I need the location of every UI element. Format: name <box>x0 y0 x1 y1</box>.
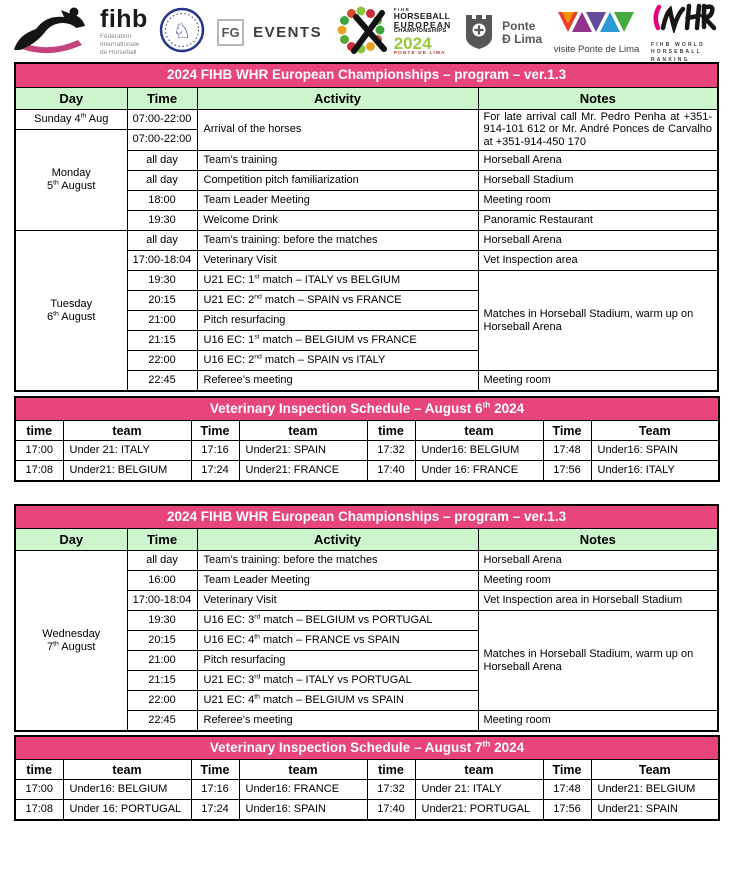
time-cell: all day <box>127 551 197 571</box>
time-cell: 20:15 <box>127 291 197 311</box>
time-cell: 17:16 <box>191 780 239 800</box>
column-header: Team <box>591 760 719 780</box>
activity-cell: Veterinary Visit <box>197 591 478 611</box>
activity-cell: Pitch resurfacing <box>197 311 478 331</box>
time-cell: 19:30 <box>127 271 197 291</box>
notes-cell: Matches in Horseball Stadium, warm up on Horseball Arena <box>478 611 718 711</box>
whr-monogram-icon <box>651 1 717 38</box>
program-header-row <box>15 529 718 551</box>
vet-table-1 <box>14 396 720 482</box>
column-header: Notes <box>478 529 718 551</box>
notes-cell: Vet Inspection area in Horseball Stadium <box>478 591 718 611</box>
column-header: Activity <box>197 529 478 551</box>
fihb-logo <box>8 5 148 60</box>
program-table-1 <box>14 62 719 392</box>
time-cell: 16:00 <box>127 571 197 591</box>
column-header: team <box>63 760 191 780</box>
notes-cell: Horseball Arena <box>478 151 718 171</box>
time-cell: 17:00 <box>15 441 63 461</box>
activity-cell: U21 EC: 4th match – BELGIUM vs SPAIN <box>197 691 478 711</box>
column-header: Time <box>191 760 239 780</box>
time-cell: 22:00 <box>127 691 197 711</box>
day-cell: Sunday 4th Aug <box>15 109 127 129</box>
time-cell: 20:15 <box>127 631 197 651</box>
vet-row <box>15 800 719 820</box>
column-header: team <box>415 760 543 780</box>
column-header: time <box>367 421 415 441</box>
vet-title: Veterinary Inspection Schedule – August 6th 2024 <box>15 397 719 421</box>
visite-ponte-de-lima-logo <box>554 10 640 55</box>
program-row <box>15 551 718 571</box>
activity-cell: U16 EC: 3rd match – BELGIUM vs PORTUGAL <box>197 611 478 631</box>
time-cell: 19:30 <box>127 211 197 231</box>
column-header: team <box>239 760 367 780</box>
program-header-row <box>15 87 718 109</box>
time-cell: 17:48 <box>543 441 591 461</box>
time-cell: 17:32 <box>367 780 415 800</box>
time-cell: 17:32 <box>367 441 415 461</box>
fg-box-icon: FG <box>217 19 244 46</box>
column-header: team <box>415 421 543 441</box>
vet-table-2 <box>14 735 720 821</box>
notes-cell: Matches in Horseball Stadium, warm up on Horseball Arena <box>478 271 718 371</box>
column-header: team <box>63 421 191 441</box>
activity-cell: Pitch resurfacing <box>197 651 478 671</box>
column-header: time <box>367 760 415 780</box>
fg-events-wordmark: EVENTS <box>253 24 323 41</box>
column-header: Time <box>543 760 591 780</box>
vet-row <box>15 441 719 461</box>
visite-triangles-icon <box>556 10 638 39</box>
logo-bar <box>0 0 731 62</box>
time-cell: 21:00 <box>127 311 197 331</box>
program-row <box>15 109 718 129</box>
day-cell: Monday 5th August <box>15 129 127 231</box>
svg-text:♘: ♘ <box>173 20 192 43</box>
notes-cell: Horseball Arena <box>478 231 718 251</box>
program-title-row <box>15 505 718 529</box>
notes-cell: Meeting room <box>478 191 718 211</box>
ehc-line3: CHAMPIONSHIPS <box>393 28 447 35</box>
ehc-2024-logo <box>334 3 452 62</box>
vet-header-row <box>15 421 719 441</box>
activity-cell: Team’s training: before the matches <box>197 231 478 251</box>
activity-cell: U21 EC: 2nd match – SPAIN vs FRANCE <box>197 291 478 311</box>
time-cell: 18:00 <box>127 191 197 211</box>
time-cell: 17:00-18:04 <box>127 251 197 271</box>
time-cell: 19:30 <box>127 611 197 631</box>
whr-logo <box>651 1 717 65</box>
fihb-wordmark: fihb <box>100 5 148 34</box>
time-cell: 17:24 <box>191 461 239 481</box>
ehc-place: PONTE DE LIMA <box>393 51 446 57</box>
program-body <box>15 109 718 391</box>
day-cell: Wednesday 7th August <box>15 551 127 731</box>
whr-sublabel: FIHB WORLD HORSEBALL RANKING <box>650 41 705 63</box>
vet-body <box>15 441 719 481</box>
time-cell: all day <box>127 151 197 171</box>
column-header: time <box>15 760 63 780</box>
activity-cell: Referee’s meeting <box>197 711 478 731</box>
vet-header-row <box>15 760 719 780</box>
team-cell: Under16: FRANCE <box>239 780 367 800</box>
column-header: Day <box>15 87 127 109</box>
team-cell: Under21: BELGIUM <box>591 780 719 800</box>
time-cell: 17:24 <box>191 800 239 820</box>
vet-body <box>15 780 719 820</box>
ehc-line1: HORSEBALL <box>393 11 451 22</box>
column-header: Notes <box>478 87 718 109</box>
program-title: 2024 FIHB WHR European Championships – program – ver.1.3 <box>15 63 718 87</box>
column-header: Time <box>543 421 591 441</box>
activity-cell: Team Leader Meeting <box>197 191 478 211</box>
equestrian-badge-icon <box>159 7 205 58</box>
notes-cell: Meeting room <box>478 711 718 731</box>
team-cell: Under16: ITALY <box>591 461 719 481</box>
team-cell: Under16: SPAIN <box>239 800 367 820</box>
ehc-year: 2024 <box>393 34 432 54</box>
activity-cell: Arrival of the horses <box>197 109 478 151</box>
column-header: Time <box>191 421 239 441</box>
program-table-2 <box>14 504 719 732</box>
column-header: time <box>15 421 63 441</box>
time-cell: 17:08 <box>15 800 63 820</box>
time-cell: 22:45 <box>127 371 197 391</box>
program-row <box>15 231 718 251</box>
time-cell: 07:00-22:00 <box>127 129 197 151</box>
time-cell: 22:00 <box>127 351 197 371</box>
time-cell: 17:08 <box>15 461 63 481</box>
time-cell: 17:40 <box>367 461 415 481</box>
vet-row <box>15 461 719 481</box>
program-title: 2024 FIHB WHR European Championships – program – ver.1.3 <box>15 505 718 529</box>
team-cell: Under 21: ITALY <box>63 441 191 461</box>
notes-cell: Meeting room <box>478 571 718 591</box>
time-cell: 17:48 <box>543 780 591 800</box>
time-cell: 17:56 <box>543 800 591 820</box>
column-header: Team <box>591 421 719 441</box>
activity-cell: U21 EC: 3rd match – ITALY vs PORTUGAL <box>197 671 478 691</box>
notes-cell: Horseball Arena <box>478 551 718 571</box>
vet-title-row <box>15 736 719 760</box>
notes-cell: Vet Inspection area <box>478 251 718 271</box>
time-cell: 17:00-18:04 <box>127 591 197 611</box>
activity-cell: Team’s training <box>197 151 478 171</box>
time-cell: 17:00 <box>15 780 63 800</box>
fihb-horse-rider-icon <box>8 5 96 60</box>
time-cell: 17:56 <box>543 461 591 481</box>
activity-cell: U21 EC: 1st match – ITALY vs BELGIUM <box>197 271 478 291</box>
activity-cell: Referee’s meeting <box>197 371 478 391</box>
team-cell: Under16: BELGIUM <box>63 780 191 800</box>
day-cell: Tuesday 6th August <box>15 231 127 391</box>
team-cell: Under21: PORTUGAL <box>415 800 543 820</box>
team-cell: Under 16: FRANCE <box>415 461 543 481</box>
activity-cell: U16 EC: 1st match – BELGIUM vs FRANCE <box>197 331 478 351</box>
vet-title: Veterinary Inspection Schedule – August 7th 2024 <box>15 736 719 760</box>
column-header: Day <box>15 529 127 551</box>
activity-cell: Welcome Drink <box>197 211 478 231</box>
federation-badge-logo <box>159 7 205 58</box>
activity-cell: Competition pitch familiarization <box>197 171 478 191</box>
time-cell: 17:16 <box>191 441 239 461</box>
activity-cell: Team Leader Meeting <box>197 571 478 591</box>
activity-cell: Team’s training: before the matches <box>197 551 478 571</box>
column-header: Time <box>127 529 197 551</box>
notes-cell: Panoramic Restaurant <box>478 211 718 231</box>
team-cell: Under21: SPAIN <box>239 441 367 461</box>
ponte-shield-icon <box>463 9 495 56</box>
fg-events-logo <box>217 19 322 46</box>
team-cell: Under 21: ITALY <box>415 780 543 800</box>
ehc-line2: EUROPEAN <box>393 19 452 30</box>
vet-title-row <box>15 397 719 421</box>
notes-cell: For late arrival call Mr. Pedro Penha at +351-914-101 612 or Mr. André Ponces de Carvalho at +351-914-450 170 <box>478 109 718 151</box>
time-cell: 07:00-22:00 <box>127 109 197 129</box>
time-cell: 17:40 <box>367 800 415 820</box>
team-cell: Under16: BELGIUM <box>415 441 543 461</box>
visite-label: visite Ponte de Lima <box>553 44 640 55</box>
time-cell: all day <box>127 231 197 251</box>
column-header: Activity <box>197 87 478 109</box>
program-title-row <box>15 63 718 87</box>
ehc-wreath-icon <box>334 3 388 62</box>
column-header: Time <box>127 87 197 109</box>
team-cell: Under21: SPAIN <box>591 800 719 820</box>
team-cell: Under21: FRANCE <box>239 461 367 481</box>
team-cell: Under21: BELGIUM <box>63 461 191 481</box>
time-cell: 21:00 <box>127 651 197 671</box>
ehc-top-label: FIHB <box>393 6 411 12</box>
team-cell: Under16: SPAIN <box>591 441 719 461</box>
column-header: team <box>239 421 367 441</box>
ponte-de-lima-logo <box>463 9 542 56</box>
fihb-subtitle: Fédération Internationale de Horseball <box>100 32 140 56</box>
team-cell: Under 16: PORTUGAL <box>63 800 191 820</box>
activity-cell: U16 EC: 4th match – FRANCE vs SPAIN <box>197 631 478 651</box>
program-body <box>15 551 718 731</box>
time-cell: 22:45 <box>127 711 197 731</box>
time-cell: 21:15 <box>127 331 197 351</box>
notes-cell: Meeting room <box>478 371 718 391</box>
time-cell: all day <box>127 171 197 191</box>
vet-row <box>15 780 719 800</box>
notes-cell: Horseball Stadium <box>478 171 718 191</box>
time-cell: 21:15 <box>127 671 197 691</box>
ponte-wordmark: Ponte Ð Lima <box>502 18 543 46</box>
activity-cell: U16 EC: 2nd match – SPAIN vs ITALY <box>197 351 478 371</box>
activity-cell: Veterinary Visit <box>197 251 478 271</box>
